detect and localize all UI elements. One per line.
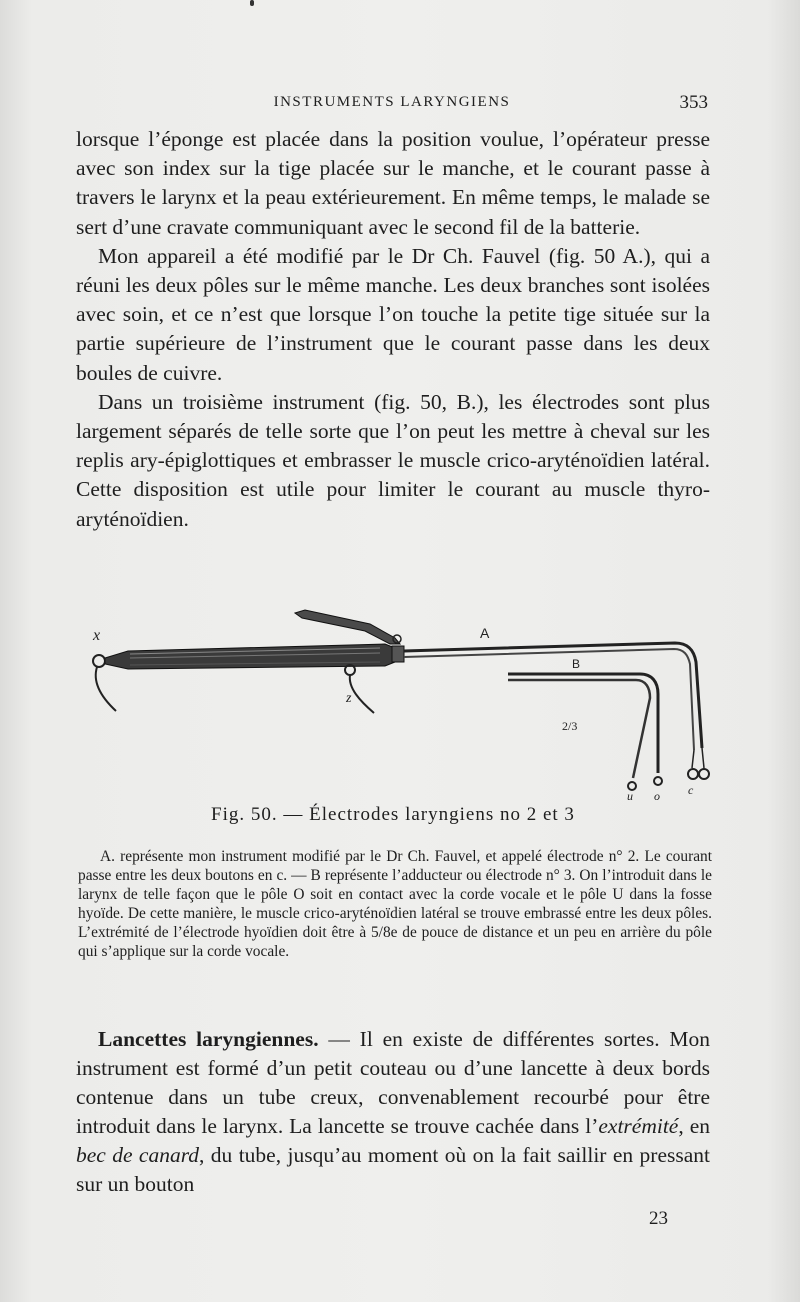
figure-legend	[78, 847, 712, 961]
running-head-title: INSTRUMENTS LARYNGIENS	[273, 94, 511, 110]
section-text-3: , du tube, jusqu’au moment où on la fait saillir en pressant sur un bouton	[76, 1143, 710, 1196]
wire-z	[350, 675, 374, 713]
electrodes-illustration	[80, 598, 720, 808]
paragraph-lancettes	[76, 1025, 710, 1199]
paragraph-3: Dans un troisième instrument (fig. 50, B.), les électrodes sont plus largement séparés de telle sorte que l’on peut les mettre à cheval sur les replis ary-épiglottiques et embrasser le muscle crico-aryténoïdien latéral. Cette disposition est utile pour limiter le courant au muscle thyro-aryténoïdien.	[76, 389, 710, 531]
label-c: c	[688, 783, 694, 797]
section-text-2: , en	[678, 1114, 710, 1138]
section-lead: Lancettes laryngiennes.	[98, 1027, 319, 1051]
collar	[392, 646, 404, 662]
label-fraction: 2/3	[562, 719, 578, 733]
figure-electrodes	[80, 598, 720, 808]
running-head	[76, 92, 708, 116]
figure-legend-text: A. représente mon instrument modifié par le Dr Ch. Fauvel, et appelé électrode n° 2. Le courant passe entre les deux boutons en c. — B représente l’adducteur ou électrode n° 3. On l’introduit dans le larynx de telle façon que le pôle O soit en contact avec la corde vocale et le pôle U dans la fosse hyoïde. De cette manière, le muscle crico-aryténoïdien latéral se trouve embrassé entre les deux pôles. L’extrémité de l’électrode hyoïdien doit être à 5/8e de pouce de distance et un peu en arrière du pôle qui s’applique sur la corde vocale.	[78, 848, 712, 960]
paragraph-2: Mon appareil a été modifié par le Dr Ch. Fauvel (fig. 50 A.), qui a réuni les deux pôles sur le même manche. Les deux branches sont isolées avec soin, et ce n’est que lorsque l’on touche la petite tige située sur la partie supérieure de l’instrument que le courant passe dans les deux boules de cuivre.	[76, 243, 710, 385]
running-head-page-number: 353	[679, 92, 708, 113]
section-text-1: — Il en existe de différentes sortes. Mon instrument est formé d’un petit couteau ou d’une lancette à deux bords contenue dans un tube creux, convenablement recourbé pour être introduit dans le larynx. La lancette se trouve cachée dans l’	[76, 1027, 710, 1138]
figure-caption: Fig. 50. — Électrodes laryngiens no 2 et 3	[211, 804, 575, 825]
label-z: z	[346, 691, 352, 706]
electrode-b-pole-o	[654, 777, 662, 785]
print-speck	[250, 0, 254, 6]
label-u: u	[627, 789, 633, 803]
label-o: o	[654, 789, 660, 803]
electrode-a-button-2	[699, 769, 709, 779]
body-text-top	[76, 125, 710, 534]
electrode-a-button-1	[688, 769, 698, 779]
label-a: A	[480, 625, 490, 641]
paragraph-1: lorsque l’éponge est placée dans la position voulue, l’opérateur presse avec son index sur la tige placée sur le manche, et le courant passe à travers le larynx et la peau extérieurement. En même temps, le malade se sert d’une cravate communiquant avec le second fil de la batterie.	[76, 127, 710, 239]
handle-ring	[93, 655, 105, 667]
contact-lever	[295, 610, 400, 644]
label-x: x	[93, 627, 101, 644]
signature-mark: 23	[649, 1208, 668, 1229]
body-text-bottom	[76, 1025, 710, 1199]
section-emphasis-2: bec de canard	[76, 1143, 200, 1167]
section-emphasis-1: extrémité	[598, 1114, 679, 1138]
wire-x	[96, 667, 116, 711]
electrode-b-shaft	[508, 674, 658, 773]
label-b: B	[572, 657, 581, 671]
